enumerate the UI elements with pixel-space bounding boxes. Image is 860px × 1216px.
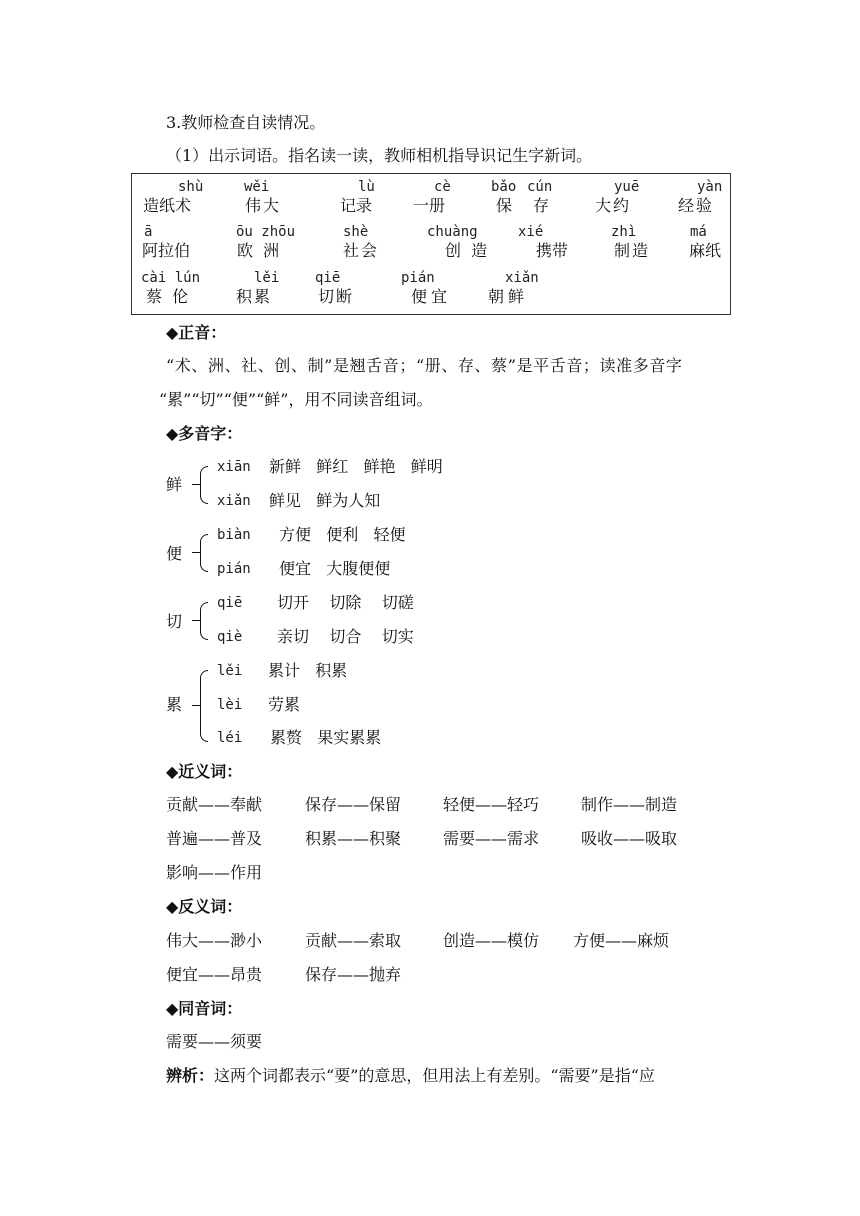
bianxi-text: 这两个词都表示“要”的意思，但用法上有差别。“需要”是指“应 xyxy=(214,1066,655,1085)
polyphone-pinyin: lěi xyxy=(217,663,243,679)
brace xyxy=(200,670,208,742)
polyphone-char: 鲜 xyxy=(166,475,183,494)
polyphone-words: 新鲜 鲜红 鲜艳 鲜明 xyxy=(269,457,443,476)
pinyin: chuàng xyxy=(427,224,478,240)
vocab-word: 朝鲜 xyxy=(488,287,529,306)
vocab-word: 保 xyxy=(496,196,513,215)
pinyin: cè xyxy=(434,179,451,195)
zhengyin-line: “累”“切”“便”“鲜”，用不同读音组词。 xyxy=(159,390,433,409)
word-pair: 创造——模仿 xyxy=(443,931,540,950)
vocab-word: 经验 xyxy=(678,196,715,215)
polyphone-words: 切开 切除 切磋 xyxy=(277,593,414,612)
word-pair: 贡献——奉献 xyxy=(166,795,263,814)
vocab-word: 记录 xyxy=(340,196,373,215)
bianxi-label: 辨析： xyxy=(166,1066,215,1085)
vocab-word: 携带 xyxy=(536,241,569,260)
pinyin: má xyxy=(690,224,707,240)
polyphone-pinyin: qiè xyxy=(217,629,243,645)
polyphone-pinyin: pián xyxy=(217,561,251,577)
polyphone-pinyin: biàn xyxy=(217,527,251,543)
pinyin: yuē xyxy=(614,179,640,195)
vocab-word: 阿拉伯 xyxy=(142,241,191,260)
pinyin: zhì xyxy=(611,224,637,240)
polyphone-words: 累赘 果实累累 xyxy=(270,728,382,747)
pinyin: xiǎn xyxy=(505,270,539,286)
pinyin: xié xyxy=(518,224,544,240)
vocab-word: 切断 xyxy=(318,287,355,306)
vocab-word: 存 xyxy=(533,196,550,215)
polyphone-words: 方便 便利 轻便 xyxy=(279,525,406,544)
polyphone-char: 累 xyxy=(166,695,183,714)
vocab-word: 伟大 xyxy=(245,196,282,215)
tongyin-heading: ◆同音词： xyxy=(166,999,243,1018)
jinyi-heading: ◆近义词： xyxy=(166,762,243,781)
brace-tip xyxy=(192,620,200,621)
vocab-word: 蔡 伦 xyxy=(146,287,189,306)
word-pair: 轻便——轻巧 xyxy=(443,795,540,814)
pinyin: shè xyxy=(343,224,369,240)
word-pair: 吸收——吸取 xyxy=(581,829,678,848)
polyphone-pinyin: qiē xyxy=(217,595,243,611)
vocab-word: 创 造 xyxy=(445,241,488,260)
duoyin-heading: ◆多音字： xyxy=(166,424,243,443)
pinyin: bǎo xyxy=(491,179,517,195)
step-subtitle: （1）出示词语。指名读一读，教师相机指导识记生字新词。 xyxy=(166,146,593,165)
pinyin: qiē xyxy=(315,270,341,286)
brace xyxy=(200,602,208,640)
fanyi-heading: ◆反义词： xyxy=(166,897,243,916)
zhengyin-heading: ◆正音： xyxy=(166,323,227,342)
polyphone-pinyin: léi xyxy=(217,730,243,746)
word-pair: 普遍——普及 xyxy=(166,829,263,848)
polyphone-words: 亲切 切合 切实 xyxy=(277,627,414,646)
word-pair: 需要——需求 xyxy=(443,829,540,848)
vocab-word: 便宜 xyxy=(411,287,452,306)
bianxi-paragraph xyxy=(166,1066,655,1086)
pinyin: wěi xyxy=(244,179,270,195)
word-pair: 方便——麻烦 xyxy=(573,931,670,950)
vocab-word: 一册 xyxy=(413,196,446,215)
zhengyin-line: “术、洲、社、创、制”是翘舌音；“册、存、蔡”是平舌音；读准多音字 xyxy=(166,356,683,375)
brace xyxy=(200,534,208,572)
polyphone-pinyin: xiān xyxy=(217,459,251,475)
brace-tip xyxy=(192,705,200,706)
polyphone-words: 累计 积累 xyxy=(268,661,348,680)
vocab-word: 欧 洲 xyxy=(237,241,280,260)
vocab-word: 社会 xyxy=(343,241,380,260)
polyphone-words: 便宜 大腹便便 xyxy=(279,559,391,578)
pinyin: lù xyxy=(358,179,375,195)
pinyin: ōu zhōu xyxy=(236,224,296,240)
polyphone-words: 劳累 xyxy=(268,695,301,714)
brace xyxy=(200,466,208,504)
word-pair: 便宜——昂贵 xyxy=(166,965,263,984)
word-pair: 伟大——渺小 xyxy=(166,931,263,950)
polyphone-char: 切 xyxy=(166,612,183,631)
word-pair: 贡献——索取 xyxy=(305,931,402,950)
pinyin: cún xyxy=(527,179,553,195)
pinyin: pián xyxy=(401,270,435,286)
brace-tip xyxy=(192,552,200,553)
vocab-word: 制造 xyxy=(614,241,651,260)
vocab-word: 造纸术 xyxy=(143,196,192,215)
word-pair: 积累——积聚 xyxy=(305,829,402,848)
word-pair: 制作——制造 xyxy=(581,795,678,814)
word-pair: 影响——作用 xyxy=(166,863,263,882)
pinyin: cài lún xyxy=(141,270,201,286)
polyphone-words: 鲜见 鲜为人知 xyxy=(269,491,381,510)
word-pair: 需要——须要 xyxy=(166,1032,263,1051)
polyphone-char: 便 xyxy=(166,544,183,563)
vocab-word: 大约 xyxy=(595,196,632,215)
polyphone-pinyin: xiǎn xyxy=(217,493,251,509)
step-title: 3.教师检查自读情况。 xyxy=(166,113,326,132)
pinyin: shù xyxy=(178,179,204,195)
polyphone-pinyin: lèi xyxy=(217,697,243,713)
pinyin: yàn xyxy=(697,179,723,195)
pinyin: ā xyxy=(144,224,153,240)
word-pair: 保存——抛弃 xyxy=(305,965,402,984)
vocab-word: 麻纸 xyxy=(689,241,722,260)
word-pair: 保存——保留 xyxy=(305,795,402,814)
pinyin: lěi xyxy=(254,270,280,286)
vocab-word: 积累 xyxy=(236,287,273,306)
brace-tip xyxy=(192,484,200,485)
